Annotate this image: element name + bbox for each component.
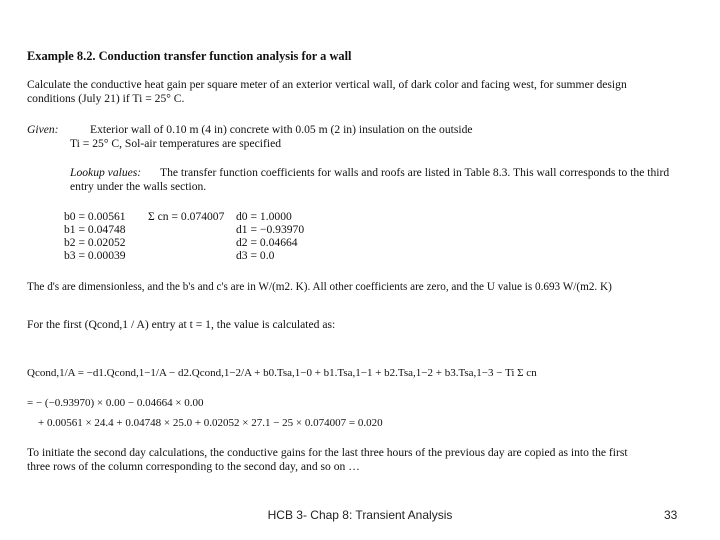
given-line-2: Ti = 25° C, Sol-air temperatures are specified [70, 137, 282, 150]
equation-line-3: + 0.00561 × 24.4 + 0.04748 × 25.0 + 0.02052 × 27.1 − 25 × 0.074007 = 0.020 [38, 417, 383, 429]
units-line: The d's are dimensionless, and the b's and c's are in W/(m2. K). All other coefficients are zero, and the U value is 0.693 W/(m2. K) [27, 281, 612, 293]
page-number: 33 [664, 508, 678, 522]
first-entry-line: For the first (Qcond,1 / A) entry at t = 1, the value is calculated as: [27, 318, 336, 331]
coef-d3: d3 = 0.0 [236, 249, 275, 262]
equation-line-2: = − (−0.93970) × 0.00 − 0.04664 × 0.00 [27, 397, 204, 409]
given-label: Given: [27, 123, 59, 136]
example-title: Example 8.2. Conduction transfer function analysis for a wall [27, 49, 352, 63]
closing-line-2: three rows of the column corresponding to the second day, and so on … [27, 460, 360, 473]
coef-b2: b2 = 0.02052 [64, 236, 126, 249]
lookup-label: Lookup values: [70, 166, 142, 179]
coef-b3: b3 = 0.00039 [64, 249, 126, 262]
coef-d1: d1 = −0.93970 [236, 223, 305, 236]
closing-line-1: To initiate the second day calculations, the conductive gains for the last three hours of the previous day are copied as into the first [27, 446, 628, 459]
intro-line-2: conditions (July 21) if Ti = 25° C. [27, 92, 185, 105]
coef-d0: d0 = 1.0000 [236, 210, 292, 223]
lookup-line-2: entry under the walls section. [70, 180, 207, 193]
footer-caption: HCB 3- Chap 8: Transient Analysis [267, 508, 453, 522]
lookup-line-1: The transfer function coefficients for walls and roofs are listed in Table 8.3. This wall corresponds to the third [160, 166, 670, 179]
coef-d2: d2 = 0.04664 [236, 236, 298, 249]
coef-b1: b1 = 0.04748 [64, 223, 126, 236]
equation-line-1: Qcond,1/A = −d1.Qcond,1−1/A − d2.Qcond,1−2/A + b0.Tsa,1−0 + b1.Tsa,1−1 + b2.Tsa,1−2 + b3.Tsa,1−3 − Ti Σ cn [27, 367, 537, 379]
given-line-1: Exterior wall of 0.10 m (4 in) concrete with 0.05 m (2 in) insulation on the outside [90, 123, 473, 136]
coef-sum-c: Σ cn = 0.074007 [148, 210, 225, 223]
coef-b0: b0 = 0.00561 [64, 210, 126, 223]
intro-line-1: Calculate the conductive heat gain per square meter of an exterior vertical wall, of dark color and facing west, for summer design [27, 78, 627, 91]
